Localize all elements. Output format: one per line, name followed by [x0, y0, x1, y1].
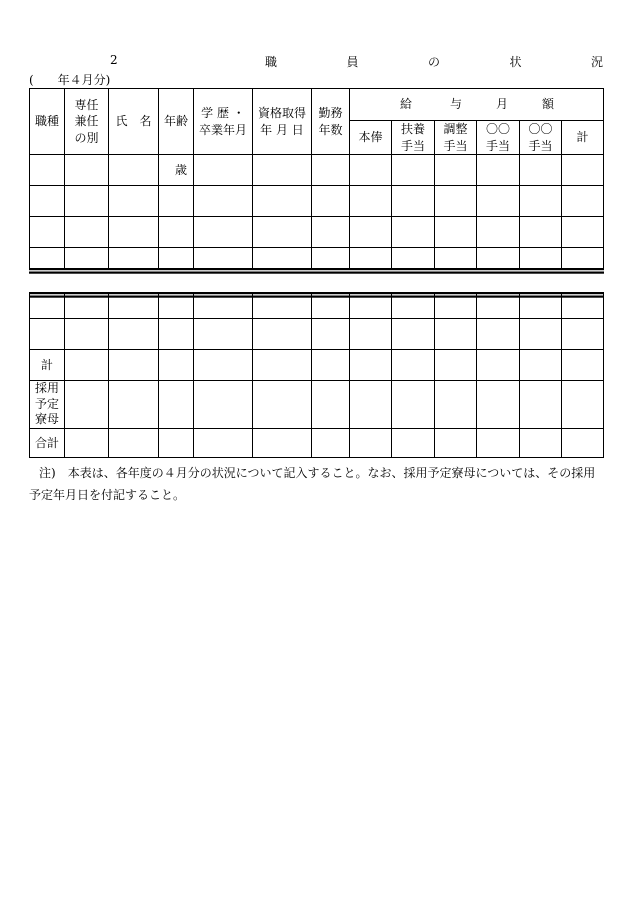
header-base-pay — [350, 121, 391, 154]
planned-dorm-mother-label — [30, 381, 64, 428]
title-char: 状 — [509, 55, 522, 69]
header-other-allowance-1-line: 〇〇 — [485, 122, 510, 137]
subtotal-text: 計 — [40, 357, 53, 372]
year-month-label: ( 年４月分) — [29, 73, 111, 87]
header-education-line: 学 歴 ・ — [201, 106, 245, 121]
header-assignment — [65, 89, 108, 154]
header-education — [194, 89, 252, 154]
header-salary-char: 給 — [400, 97, 413, 112]
title-char: 況 — [590, 55, 603, 69]
header-assignment-line: 専任 — [74, 98, 99, 113]
header-assignment-line: の別 — [74, 130, 99, 145]
header-total — [562, 121, 603, 154]
age-unit-label — [159, 155, 193, 185]
header-salary-char: 与 — [450, 97, 463, 112]
header-total-text: 計 — [576, 130, 589, 145]
grand-total-label — [30, 429, 64, 457]
header-other-allowance-2-line: 〇〇 — [528, 122, 553, 137]
header-base-pay-text: 本俸 — [358, 130, 383, 145]
header-family-allowance — [392, 121, 434, 154]
planned-dorm-mother-line: 予定 — [34, 396, 59, 411]
title-char: 職 — [265, 55, 278, 69]
planned-dorm-mother-line: 寮母 — [34, 412, 59, 427]
subtotal-label — [30, 350, 64, 380]
age-unit-text: 歳 — [174, 162, 187, 177]
header-salary-char: 月 — [496, 97, 509, 112]
header-service-years — [312, 89, 349, 154]
title-char: の — [427, 55, 440, 69]
header-service-years-line: 勤務 — [318, 106, 343, 121]
header-qualification — [253, 89, 311, 154]
header-other-allowance-2-line: 手当 — [528, 138, 553, 153]
footnote-label: 注) — [39, 466, 56, 480]
header-name — [109, 89, 158, 154]
footnote-text: 本表は、各年度の４月分の状況について記入すること。なお、採用予定寮母については、その採用予定年月日を付記すること。 — [29, 466, 596, 502]
header-age — [159, 89, 193, 154]
header-job-type-text: 職種 — [34, 114, 59, 129]
header-service-years-line: 年数 — [318, 122, 343, 137]
planned-dorm-mother-line: 採用 — [34, 381, 59, 396]
header-qualification-line: 資格取得 — [257, 106, 306, 121]
header-education-line: 卒業年月 — [198, 122, 247, 137]
header-other-allowance-1 — [477, 121, 519, 154]
header-other-allowance-2 — [520, 121, 561, 154]
title-char: 員 — [346, 55, 359, 69]
header-assignment-line: 兼任 — [74, 114, 99, 129]
header-adjustment-allowance-line: 手当 — [443, 138, 468, 153]
header-adjustment-allowance-line: 調整 — [443, 122, 468, 137]
header-family-allowance-line: 扶養 — [400, 122, 425, 137]
title-number: 2 — [110, 53, 118, 67]
header-job-type — [30, 89, 64, 154]
header-salary-char: 額 — [542, 97, 555, 112]
header-other-allowance-1-line: 手当 — [485, 138, 510, 153]
header-salary-group — [350, 89, 603, 120]
grand-total-text: 合計 — [34, 435, 59, 450]
header-name-text: 氏 名 — [115, 114, 152, 129]
header-family-allowance-line: 手当 — [400, 138, 425, 153]
header-age-text: 年齢 — [163, 114, 188, 129]
header-adjustment-allowance — [435, 121, 476, 154]
footnote — [29, 462, 604, 506]
header-qualification-line: 年 月 日 — [260, 122, 304, 137]
